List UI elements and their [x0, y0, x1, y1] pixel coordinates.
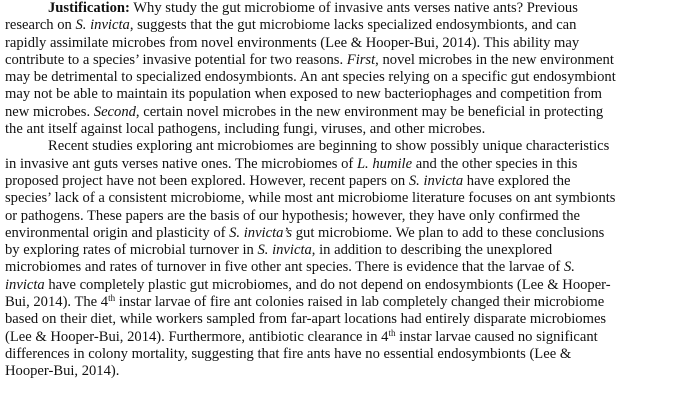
text-run: have explored the	[463, 172, 571, 189]
text-run: , certain novel microbes in the new environment may be beneficial in protecting	[135, 103, 604, 120]
italic-text: S. invicta’s	[229, 224, 293, 241]
text-line	[5, 311, 678, 328]
text-run: contribute to a species’ invasive potential for two reasons.	[5, 51, 347, 68]
text-run: proposed project have not been explored. However, recent papers on	[5, 172, 409, 189]
text-run: (Lee & Hooper-Bui, 2014). Furthermore, antibiotic clearance in 4	[5, 328, 389, 345]
text-run: based on their diet, while workers sampled from far-apart locations had entirely disparate microbiomes	[5, 311, 607, 328]
text-line	[5, 121, 678, 138]
text-run: , suggests that the gut microbiome lacks specialized endosymbionts, and can	[129, 17, 577, 34]
text-line	[5, 363, 678, 380]
text-run: Hooper-Bui, 2014).	[5, 363, 120, 380]
text-run: have completely plastic gut microbiomes, and do not depend on endosymbionts (Lee & Hooper-	[44, 276, 611, 293]
text-run: new microbes.	[5, 103, 94, 120]
text-line	[5, 69, 678, 86]
text-run: instar larvae caused no significant	[395, 328, 598, 345]
text-line	[5, 0, 678, 17]
superscript-text: th	[108, 293, 116, 304]
text-line	[5, 138, 678, 155]
text-line	[5, 208, 678, 225]
text-run: the ant itself against local pathogens, including fungi, viruses, and other microbes.	[5, 121, 486, 138]
text-run: in invasive ant guts verses native ones. The microbiomes of	[5, 155, 357, 172]
text-run: and the other species in this	[412, 155, 578, 172]
text-line	[5, 104, 678, 121]
text-run: differences in colony mortality, suggesting that fire ants have no essential endosymbionts (Lee &	[5, 345, 572, 362]
paragraph-recent-studies	[5, 138, 678, 380]
text-line	[5, 156, 678, 173]
text-run: gut microbiome. We plan to add to these conclusions	[292, 224, 605, 241]
text-run: environmental origin and plasticity of	[5, 224, 230, 241]
text-line	[5, 277, 678, 294]
italic-text: S.	[563, 259, 575, 276]
italic-text: First	[346, 51, 376, 68]
text-run: research on	[5, 17, 76, 34]
section-heading: Justification:	[48, 0, 130, 16]
text-line	[5, 173, 678, 190]
text-run: Why study the gut microbiome of invasive ants verses native ants? Previous	[129, 0, 578, 16]
text-run: by exploring rates of microbial turnover in	[5, 242, 258, 259]
text-line	[5, 259, 678, 276]
text-run: , novel microbes in the new environment	[375, 51, 614, 68]
paragraph-justification	[5, 0, 678, 138]
text-line	[5, 294, 678, 311]
italic-text: Second	[93, 103, 136, 120]
text-run: Bui, 2014). The 4	[5, 294, 109, 311]
italic-text: S. invicta	[408, 172, 464, 189]
text-run: rapidly assimilate microbes from novel environments (Lee & Hooper-Bui, 2014). This ability may	[5, 34, 580, 51]
text-line	[5, 86, 678, 103]
text-run: instar larvae of fire ant colonies raised in lab completely changed their microbiome	[115, 294, 605, 311]
italic-text: L. humile	[356, 155, 413, 172]
text-run: or pathogens. These papers are the basis of our hypothesis; however, they have only confirmed the	[5, 207, 581, 224]
text-run: may be detrimental to specialized endosymbionts. An ant species relying on a specific gut endosymbiont	[5, 69, 616, 86]
text-run: , in addition to describing the unexplored	[311, 242, 553, 259]
italic-text: invicta	[5, 276, 45, 293]
text-line	[5, 242, 678, 259]
text-line	[5, 346, 678, 363]
italic-text: S. invicta	[257, 242, 312, 259]
superscript-text: th	[388, 327, 396, 338]
text-line	[5, 225, 678, 242]
text-line	[5, 17, 678, 34]
text-line	[5, 52, 678, 69]
text-line	[5, 35, 678, 52]
text-line	[5, 329, 678, 346]
text-run: Recent studies exploring ant microbiomes are beginning to show possibly unique characteristics	[48, 138, 610, 155]
text-run: may not be able to maintain its population when exposed to new bacteriophages and competition from	[5, 86, 602, 103]
italic-text: S. invicta	[75, 17, 130, 34]
text-run: microbiomes and rates of turnover in five other ant species. There is evidence that the larvae of	[5, 259, 564, 276]
text-line	[5, 190, 678, 207]
text-run: species’ lack of a consistent microbiome, while most ant microbiome literature focuses on ant symbionts	[5, 190, 616, 207]
